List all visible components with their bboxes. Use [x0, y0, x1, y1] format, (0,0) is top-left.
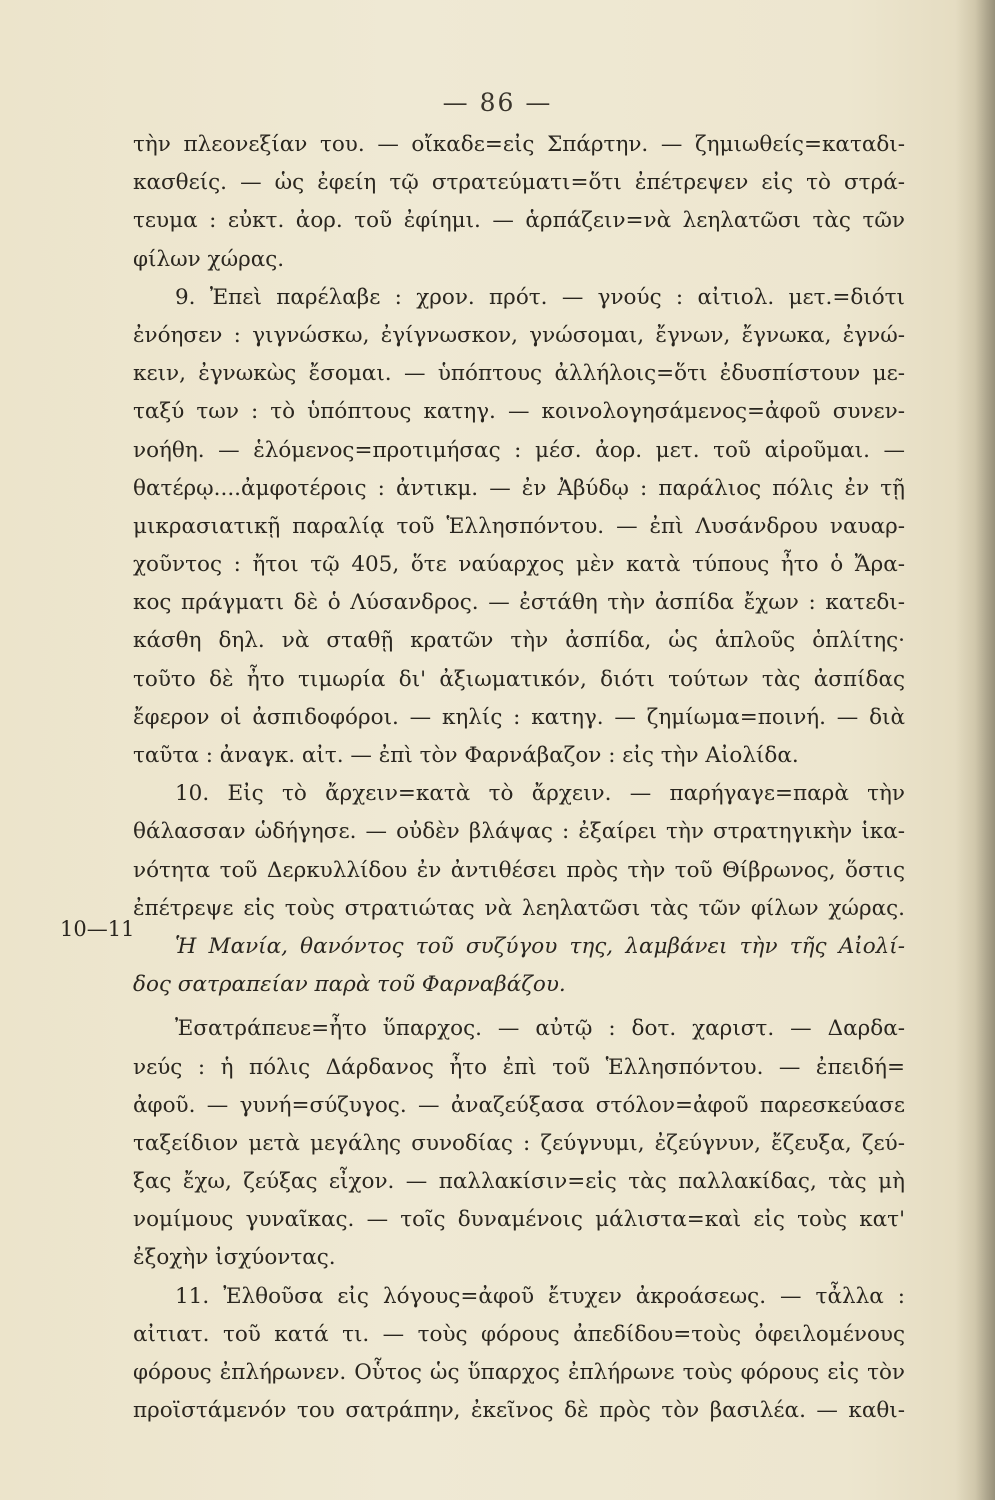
text-line: ἐνόησεν : γιγνώσκω, ἐγίγνωσκον, γνώσομαι, ἔγνων, ἔγνωκα, ἐγνώ-	[133, 322, 905, 348]
text-line: 10. Εἰς τὸ ἄρχειν=κατὰ τὸ ἄρχειν. — παρήγαγε=παρὰ τὴν	[175, 781, 905, 807]
text-line: φόρους ἐπλήρωνεν. Οὗτος ὡς ὕπαρχος ἐπλήρωνε τοὺς φόρους εἰς τὸν	[133, 1360, 905, 1385]
text-line: ταῦτα : ἀναγκ. αἰτ. — ἐπὶ τὸν Φαρνάβαζον : εἰς τὴν Αἰολίδα.	[133, 743, 799, 768]
text-line: ξας ἔχω, ζεύξας εἶχον. — παλλακίσιν=εἰς τὰς παλλακίδας, τὰς μὴ	[133, 1169, 905, 1195]
text-line: νομίμους γυναῖκας. — τοῖς δυναμένοις μάλιστα=καὶ εἰς τοὺς κατ'	[133, 1207, 905, 1233]
text-line: τευμα : εὐκτ. ἀορ. τοῦ ἐφίημι. — ἁρπάζειν=νὰ λεηλατῶσι τὰς τῶν	[133, 208, 905, 234]
text-line: προϊστάμενόν του σατράπην, ἐκεῖνος δὲ πρὸς τὸν βασιλέα. — καθι-	[133, 1398, 905, 1424]
page-number: — 86 —	[442, 88, 553, 117]
section-heading-line: δος σατραπείαν παρὰ τοῦ Φαρναβάζου.	[133, 972, 566, 998]
side-section-number: 10—11	[60, 917, 135, 941]
text-line: ἀφοῦ. — γυνή=σύζυγος. — ἀναζεύξασα στόλον=ἀφοῦ παρεσκεύασε	[133, 1092, 905, 1118]
section-heading-line: Ἡ Μανία, θανόντος τοῦ συζύγου της, λαμβάνει τὴν τῆς Αἰολί-	[175, 933, 905, 959]
text-line: κειν, ἐγνωκὼς ἔσομαι. — ὑπόπτους ἀλλήλοις=ὅτι ἐδυσπίστουν με-	[133, 361, 905, 387]
text-line: αἰτιατ. τοῦ κατά τι. — τοὺς φόρους ἀπεδίδου=τοὺς ὀφειλομένους	[133, 1321, 905, 1347]
text-line: ταξύ των : τὸ ὑπόπτους κατηγ. — κοινολογησάμενος=ἀφοῦ συνεν-	[133, 399, 905, 425]
text-line: 9. Ἐπεὶ παρέλαβε : χρον. πρότ. — γνούς : αἰτιολ. μετ.=διότι	[175, 284, 905, 310]
text-line: φίλων χώρας.	[133, 246, 285, 272]
text-line: μικρασιατικῇ παραλίᾳ τοῦ Ἑλλησπόντου. — ἐπὶ Λυσάνδρου ναυαρ-	[133, 513, 905, 539]
text-line: νότητα τοῦ Δερκυλλίδου ἐν ἀντιθέσει πρὸς τὴν τοῦ Θίβρωνος, ὅστις	[133, 857, 905, 883]
text-line: κασθείς. — ὡς ἐφείη τῷ στρατεύματι=ὅτι ἐπέτρεψεν εἰς τὸ στρά-	[133, 170, 905, 196]
text-line: θατέρῳ....ἀμφοτέροις : ἀντικμ. — ἐν Ἀβύδῳ : παράλιος πόλις ἐν τῇ	[133, 475, 905, 501]
text-line: νεύς : ἡ πόλις Δάρδανος ἦτο ἐπὶ τοῦ Ἑλλησπόντου. — ἐπειδή=	[133, 1054, 905, 1080]
text-line: τοῦτο δὲ ἦτο τιμωρία δι' ἀξιωματικόν, διότι τούτων τὰς ἀσπίδας	[133, 666, 905, 692]
text-line: ἔφερον οἱ ἀσπιδοφόροι. — κηλίς : κατηγ. — ζημίωμα=ποινή. — διὰ	[133, 704, 905, 730]
text-line: τὴν πλεονεξίαν του. — οἴκαδε=εἰς Σπάρτην. — ζημιωθείς=καταδι-	[133, 132, 905, 157]
text-line: 11. Ἐλθοῦσα εἰς λόγους=ἀφοῦ ἔτυχεν ἀκροάσεως. — τἆλλα :	[175, 1283, 905, 1309]
text-line: ἐπέτρεψε εἰς τοὺς στρατιώτας νὰ λεηλατῶσι τὰς τῶν φίλων χώρας.	[133, 895, 905, 921]
text-line: χοῦντος : ἤτοι τῷ 405, ὅτε ναύαρχος μὲν κατὰ τύπους ἦτο ὁ Ἄρα-	[133, 552, 905, 578]
text-line: κάσθη δηλ. νὰ σταθῇ κρατῶν τὴν ἀσπίδα, ὡς ἁπλοῦς ὁπλίτης·	[133, 628, 905, 654]
text-line: ἐξοχὴν ἰσχύοντας.	[133, 1245, 336, 1271]
text-line: κος πράγματι δὲ ὁ Λύσανδρος. — ἐστάθη τὴν ἀσπίδα ἔχων : κατεδι-	[133, 590, 905, 616]
text-line: θάλασσαν ὡδήγησε. — οὐδὲν βλάψας : ἐξαίρει τὴν στρατηγικὴν ἱκα-	[133, 819, 905, 845]
commentary-text	[133, 126, 905, 1430]
text-line: ταξείδιον μετὰ μεγάλης συνοδίας : ζεύγνυμι, ἐζεύγνυν, ἔζευξα, ζεύ-	[133, 1130, 905, 1156]
page-spine-shadow	[955, 0, 995, 1500]
text-line: Ἐσατράπευε=ἦτο ὕπαρχος. — αὐτῷ : δοτ. χαριστ. — Δαρδα-	[175, 1016, 905, 1042]
text-line: νοήθη. — ἑλόμενος=προτιμήσας : μέσ. ἀορ. μετ. τοῦ αἱροῦμαι. —	[133, 437, 905, 463]
